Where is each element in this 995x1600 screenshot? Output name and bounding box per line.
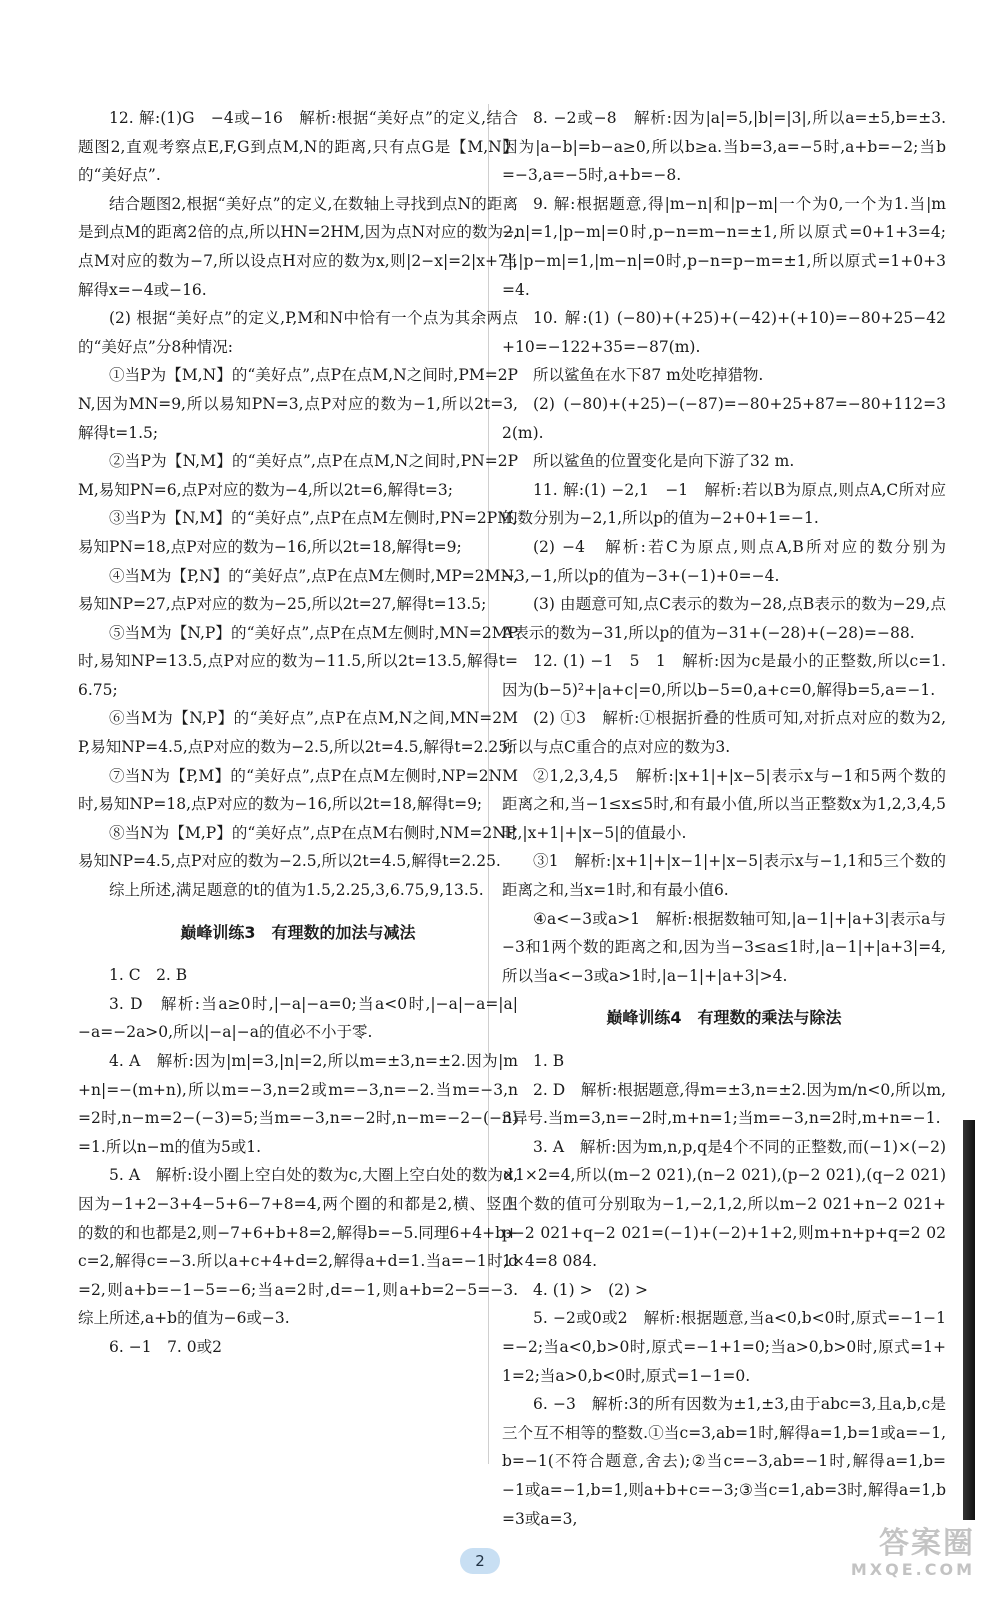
answer-paragraph: ③当P为【N,M】的“美好点”,点P在点M左侧时,PN=2PM,易知PN=18,点P对应的数为−16,所以2t=18,解得t=9; <box>78 509 518 556</box>
section-heading: 巅峰训练3 有理数的加法与减法 <box>180 922 416 942</box>
answer-paragraph: (2) (−80)+(+25)−(−87)=−80+25+87=−80+112=32(m). <box>502 394 946 442</box>
answer-paragraph: 5. −2或0或2 解析:根据题意,当a<0,b<0时,原式=−1−1=−2;当a<0,b>0时,原式=−1+1=0;当a>0,b>0时,原式=1+1=2;当a>0,b<0时,原式=1−1=0. <box>502 1309 946 1385</box>
left-column <box>78 104 518 1362</box>
answer-paragraph: 综上所述,满足题意的t的值为1.5,2.25,3,6.75,9,13.5. <box>109 881 484 900</box>
section-heading: 巅峰训练4 有理数的乘法与除法 <box>606 1008 842 1028</box>
answer-paragraph: 12. (1) −1 5 1 解析:因为c是最小的正整数,所以c=1.因为(b−5)²+|a+c|=0,所以b−5=0,a+c=0,解得b=5,a=−1. <box>502 652 946 699</box>
answer-paragraph: ②1,2,3,4,5 解析:|x+1|+|x−5|表示x与−1和5两个数的距离之和,当−1≤x≤5时,和有最小值,所以当正整数x为1,2,3,4,5时,|x+1|+|x−5|的值最小. <box>502 766 946 842</box>
answer-paragraph: 5. A 解析:设小圈上空白处的数为c,大圈上空白处的数为d,因为−1+2−3+4−5+6−7+8=4,两个圈的和都是2,横、竖上的数的和也都是2,则−7+6+b+8=2,解得b=−5.同理6+4+b+c=2,解得c=−3.所以a+c+4+d=2,解得a+d=1.当a=−1时,d=2,则a+b=−1−5=−6;当a=2时,d=−1,则a+b=2−5=−3.综上所述,a+b的值为−6或−3. <box>78 1166 518 1328</box>
answer-paragraph: 4. A 解析:因为|m|=3,|n|=2,所以m=±3,n=±2.因为|m+n|=−(m+n),所以m=−3,n=2或m=−3,n=−2.当m=−3,n=2时,n−m=2−(−3)=5;当m=−3,n=−2时,n−m=−2−(−3)=1.所以n−m的值为5或1. <box>78 1052 518 1156</box>
answer-paragraph: (2) −4 解析:若C为原点,则点A,B所对应的数分别为−3,−1,所以p的值为−3+(−1)+0=−4. <box>502 537 946 585</box>
answer-paragraph: 1. B <box>533 1052 565 1070</box>
answer-paragraph: 所以鲨鱼的位置变化是向下游了32 m. <box>533 452 795 471</box>
answer-paragraph: 4. (1) > (2) > <box>533 1280 648 1299</box>
answer-paragraph: ①当P为【M,N】的“美好点”,点P在点M,N之间时,PM=2PN,因为MN=9,所以易知PN=3,点P对应的数为−1,所以2t=3,解得t=1.5; <box>78 366 518 442</box>
answer-paragraph: ⑤当M为【N,P】的“美好点”,点P在点M左侧时,MN=2MP时,易知NP=13.5,点P对应的数为−11.5,所以2t=13.5,解得t=6.75; <box>78 623 518 699</box>
answer-paragraph: ④a<−3或a>1 解析:根据数轴可知,|a−1|+|a+3|表示a与−3和1两个数的距离之和,因为当−3≤a≤1时,|a−1|+|a+3|=4,所以当a<−3或a>1时,|a−1|+|a+3|>4. <box>502 909 946 985</box>
answer-paragraph: 3. A 解析:因为m,n,p,q是4个不同的正整数,而(−1)×(−2)×1×2=4,所以(m−2 021),(n−2 021),(p−2 021),(q−2 021)四个数的值可分别取为−1,−2,1,2,所以m−2 021+n−2 021+p−2 021+q−2 021=(−1)+(−2)+1+2,则m+n+p+q=2 021×4=8 084. <box>502 1137 946 1271</box>
answer-paragraph: 2. D 解析:根据题意,得m=±3,n=±2.因为m/n<0,所以m,n异号.当m=3,n=−2时,m+n=1;当m=−3,n=2时,m+n=−1. <box>502 1080 946 1128</box>
answer-paragraph: ⑧当N为【M,P】的“美好点”,点P在点M右侧时,NM=2NP,易知NP=4.5,点P对应的数为−2.5,所以2t=4.5,解得t=2.25. <box>78 823 518 871</box>
answer-paragraph: 结合题图2,根据“美好点”的定义,在数轴上寻找到点N的距离是到点M的距离2倍的点,所以HN=2HM,因为点N对应的数为2,点M对应的数为−7,所以设点H对应的数为x,则|2−x|=2|x+7|,解得x=−4或−16. <box>78 194 518 299</box>
answer-paragraph: ⑥当M为【N,P】的“美好点”,点P在点M,N之间,MN=2MP,易知NP=4.5,点P对应的数为−2.5,所以2t=4.5,解得t=2.25; <box>78 709 518 757</box>
answer-paragraph: (2) ①3 解析:①根据折叠的性质可知,对折点对应的数为2,所以与点C重合的点对应的数为3. <box>502 709 946 757</box>
page-number: 2 <box>460 1548 500 1574</box>
watermark-logo: 答案圈 MXQE.COM <box>850 1526 975 1579</box>
answer-paragraph: ③1 解析:|x+1|+|x−1|+|x−5|表示x与−1,1和5三个数的距离之和,当x=1时,和有最小值6. <box>502 852 946 900</box>
answer-paragraph: 10. 解:(1) (−80)+(+25)+(−42)+(+10)=−80+25−42+10=−122+35=−87(m). <box>502 309 946 356</box>
right-column <box>502 104 946 1533</box>
answer-paragraph: 8. −2或−8 解析:因为|a|=5,|b|=|3|,所以a=±5,b=±3.因为|a−b|=b−a≥0,所以b≥a.当b=3,a=−5时,a+b=−2;当b=−3,a=−5时,a+b=−8. <box>502 109 946 185</box>
answer-paragraph: (2) 根据“美好点”的定义,P,M和N中恰有一个点为其余两点的“美好点”分8种情况: <box>78 309 518 356</box>
answer-paragraph: 12. 解:(1)G −4或−16 解析:根据“美好点”的定义,结合题图2,直观考察点E,F,G到点M,N的距离,只有点G是【M,N】的“美好点”. <box>78 109 518 185</box>
answer-paragraph: 11. 解:(1) −2,1 −1 解析:若以B为原点,则点A,C所对应的数分别为−2,1,所以p的值为−2+0+1=−1. <box>502 480 946 528</box>
answer-paragraph: 3. D 解析:当a≥0时,|−a|−a=0;当a<0时,|−a|−a=|a|−a=−2a>0,所以|−a|−a的值必不小于零. <box>78 994 518 1042</box>
answer-paragraph: ②当P为【N,M】的“美好点”,点P在点M,N之间时,PN=2PM,易知PN=6,点P对应的数为−4,所以2t=6,解得t=3; <box>78 452 518 499</box>
page-edge-shadow <box>963 1120 975 1520</box>
answer-paragraph: ⑦当N为【P,M】的“美好点”,点P在点M左侧时,NP=2NM时,易知NP=18,点P对应的数为−16,所以2t=18,解得t=9; <box>78 766 518 814</box>
answer-paragraph: ④当M为【P,N】的“美好点”,点P在点M左侧时,MP=2MN,易知NP=27,点P对应的数为−25,所以2t=27,解得t=13.5; <box>78 566 518 614</box>
answer-paragraph: 6. −3 解析:3的所有因数为±1,±3,由于abc=3,且a,b,c是三个互不相等的整数.①当c=3,ab=1时,解得a=1,b=1或a=−1,b=−1(不符合题意,舍去);②当c=−3,ab=−1时,解得a=1,b=−1或a=−1,b=1,则a+b+c=−3;③当c=1,ab=3时,解得a=1,b=3或a=3, <box>502 1395 946 1528</box>
answer-paragraph: 1. C 2. B <box>109 966 188 985</box>
answer-paragraph: 6. −1 7. 0或2 <box>109 1337 223 1356</box>
answer-paragraph: 所以鲨鱼在水下87 m处吃掉猎物. <box>533 366 764 385</box>
answer-paragraph: (3) 由题意可知,点C表示的数为−28,点B表示的数为−29,点A表示的数为−31,所以p的值为−31+(−28)+(−28)=−88. <box>502 595 946 642</box>
answer-paragraph: 9. 解:根据题意,得|m−n|和|p−m|一个为0,一个为1.当|m−n|=1,|p−m|=0时,p−n=m−n=±1,所以原式=0+1+3=4;当|p−m|=1,|m−n|=0时,p−n=p−m=±1,所以原式=1+0+3=4. <box>502 194 946 299</box>
